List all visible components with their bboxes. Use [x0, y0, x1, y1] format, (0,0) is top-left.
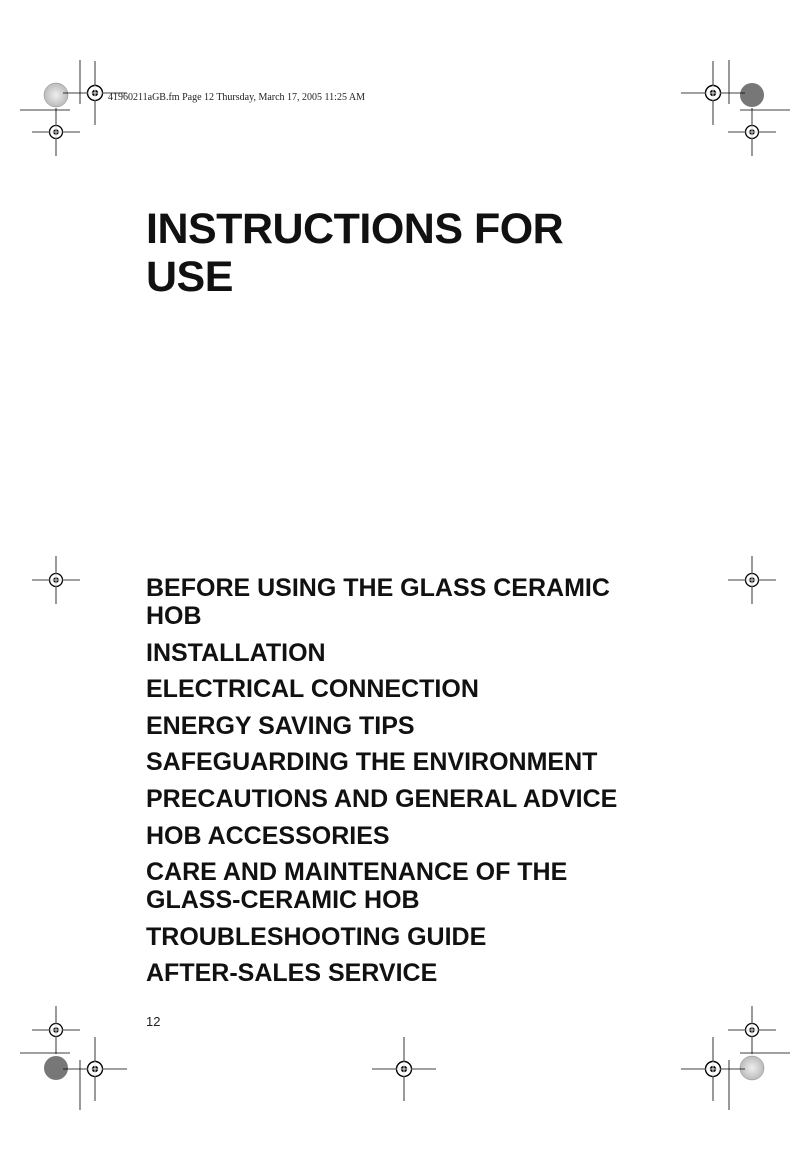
- sunburst-mark: [44, 83, 68, 107]
- contents-item-line: GLASS-CERAMIC HOB: [146, 886, 420, 915]
- contents-item: [146, 959, 666, 987]
- contents-item-line: PRECAUTIONS AND GENERAL ADVICE: [146, 784, 618, 813]
- contents-item: [146, 748, 666, 776]
- contents-item-line: AFTER-SALES SERVICE: [146, 959, 438, 988]
- title-line: USE: [146, 253, 233, 301]
- solid-mark: [740, 83, 764, 107]
- title-line: INSTRUCTIONS FOR: [146, 205, 564, 253]
- contents-item: [146, 822, 666, 850]
- page-number: 12: [146, 1014, 161, 1029]
- contents-list: [146, 574, 666, 996]
- contents-item-line: SAFEGUARDING THE ENVIRONMENT: [146, 748, 598, 777]
- contents-item-line: HOB ACCESSORIES: [146, 821, 390, 850]
- contents-item-line: ELECTRICAL CONNECTION: [146, 675, 479, 704]
- contents-item: [146, 574, 666, 630]
- page-title: [146, 205, 563, 301]
- contents-item: [146, 785, 666, 813]
- contents-item: [146, 675, 666, 703]
- contents-item: [146, 858, 666, 914]
- contents-item-line: ENERGY SAVING TIPS: [146, 711, 415, 740]
- solid-mark: [44, 1056, 68, 1080]
- contents-item: [146, 639, 666, 667]
- contents-item: [146, 712, 666, 740]
- contents-item-line: CARE AND MAINTENANCE OF THE: [146, 858, 568, 887]
- contents-item-line: TROUBLESHOOTING GUIDE: [146, 922, 487, 951]
- file-info-header: 41960211aGB.fm Page 12 Thursday, March 17, 2005 11:25 AM: [108, 92, 366, 103]
- sunburst-mark: [740, 1056, 764, 1080]
- contents-item-line: INSTALLATION: [146, 638, 326, 667]
- contents-item-line: HOB: [146, 602, 202, 630]
- contents-item-line: BEFORE USING THE GLASS CERAMIC: [146, 574, 610, 602]
- contents-item: [146, 923, 666, 951]
